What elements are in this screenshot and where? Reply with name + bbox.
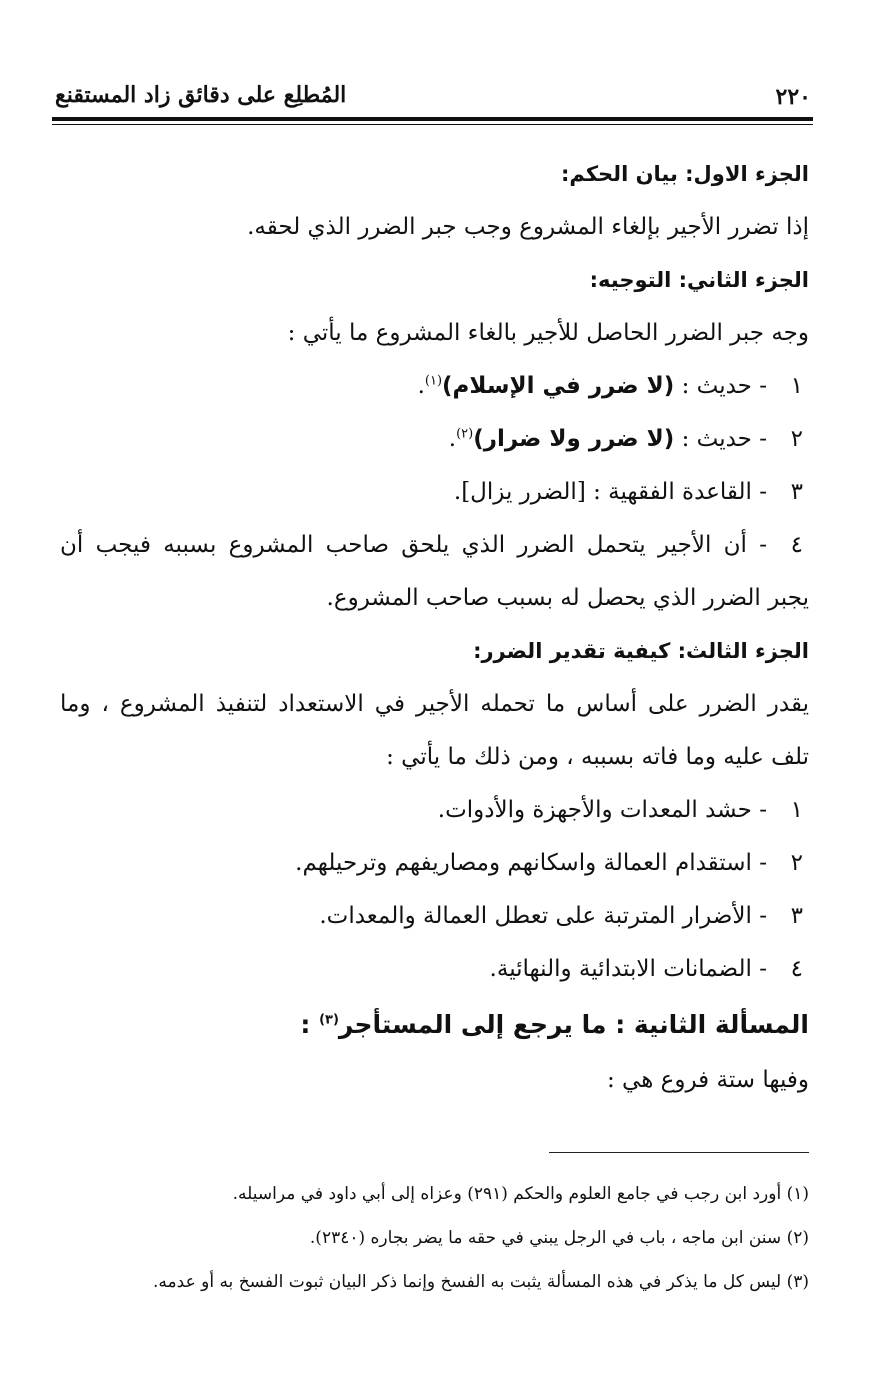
reason-item-1: ١- حديث : (لا ضرر في الإسلام)$^{(١)}$. xyxy=(60,360,809,413)
footnote-2: (٢) سنن ابن ماجه ، باب في الرجل يبني في حقه ما يضر بجاره (٢٣٤٠). xyxy=(309,1228,809,1248)
footnote-ref[interactable]: (١) xyxy=(424,373,443,389)
part3-line-2: تلف عليه وما فاته بسببه ، ومن ذلك ما يأتي : xyxy=(386,744,809,770)
reason-text: القاعدة الفقهية : [الضرر يزال]. xyxy=(453,479,752,505)
part2-heading: الجزء الثاني: التوجيه: xyxy=(589,268,809,292)
cost-number: ٤ xyxy=(790,956,803,982)
book-title: المُطلِع على دقائق زاد المستقنع xyxy=(55,82,347,108)
reason-number: ١ xyxy=(790,373,803,399)
cost-text: الأضرار المترتبة على تعطل العمالة والمعدات. xyxy=(319,903,752,929)
part1-heading: الجزء الاول: بيان الحكم: xyxy=(560,162,809,186)
reason-number: ٢ xyxy=(790,426,803,452)
issue2-text: وفيها ستة فروع هي : xyxy=(606,1067,809,1093)
reason-prefix: حديث : xyxy=(681,426,752,452)
reason-item-2: ٢- حديث : (لا ضرر ولا ضرار)$^{(٢)}$. xyxy=(60,413,809,466)
issue2-heading-end: : xyxy=(300,1010,320,1039)
reason-end: . xyxy=(448,426,457,452)
header-rule-thin xyxy=(52,124,813,125)
part1-text: إذا تضرر الأجير بإلغاء المشروع وجب جبر الضرر الذي لحقه. xyxy=(247,214,809,240)
cost-number: ٣ xyxy=(790,903,803,929)
hadith-quote: (لا ضرر ولا ضرار) xyxy=(473,426,675,452)
footnote-1: (١) أورد ابن رجب في جامع العلوم والحكم (٢٩١) وعزاه إلى أبي داود في مراسيله. xyxy=(232,1184,809,1204)
reason-prefix: حديث : xyxy=(681,373,752,399)
hadith-quote: (لا ضرر في الإسلام) xyxy=(442,373,675,399)
footnotes xyxy=(60,1172,809,1304)
reason-item-4-continued: يجبر الضرر الذي يحصل له بسبب صاحب المشروع. xyxy=(326,585,809,611)
footnote-separator xyxy=(549,1152,809,1153)
part2-intro: وجه جبر الضرر الحاصل للأجير بالغاء المشروع ما يأتي : xyxy=(287,320,809,346)
cost-item-1: ١- حشد المعدات والأجهزة والأدوات. xyxy=(60,784,809,837)
running-header xyxy=(55,78,811,112)
reason-number: ٤ xyxy=(790,532,803,558)
reason-number: ٣ xyxy=(790,479,803,505)
footnote-ref[interactable]: (٣) xyxy=(319,1012,339,1028)
cost-item-4: ٤- الضمانات الابتدائية والنهائية. xyxy=(60,943,809,996)
issue2-heading xyxy=(60,996,809,1054)
page-body xyxy=(60,148,809,1107)
reason-item-3: ٣- القاعدة الفقهية : [الضرر يزال]. xyxy=(60,466,809,519)
cost-item-3: ٣- الأضرار المترتبة على تعطل العمالة والمعدات. xyxy=(60,890,809,943)
page-number: ٢٢٠ xyxy=(775,84,811,110)
cost-text: الضمانات الابتدائية والنهائية. xyxy=(489,956,752,982)
issue2-heading-text: المسألة الثانية : ما يرجع إلى المستأجر xyxy=(338,1010,809,1039)
header-rule-thick xyxy=(52,117,813,121)
cost-number: ٢ xyxy=(790,850,803,876)
footnote-3: (٣) ليس كل ما يذكر في هذه المسألة يثبت به الفسخ وإنما ذكر البيان ثبوت الفسخ به أو عدمه. xyxy=(153,1272,809,1292)
cost-item-2: ٢- استقدام العمالة واسكانهم ومصاريفهم وترحيلهم. xyxy=(60,837,809,890)
cost-number: ١ xyxy=(790,797,803,823)
reason-item-4: ٤- أن الأجير يتحمل الضرر الذي يلحق صاحب المشروع بسببه فيجب أن xyxy=(60,519,809,572)
cost-text: استقدام العمالة واسكانهم ومصاريفهم وترحيلهم. xyxy=(295,850,752,876)
reason-text: أن الأجير يتحمل الضرر الذي يلحق صاحب المشروع بسببه فيجب أن xyxy=(60,532,747,558)
footnote-ref[interactable]: (٢) xyxy=(456,426,474,442)
part3-line-1: يقدر الضرر على أساس ما تحمله الأجير في الاستعداد لتنفيذ المشروع ، وما xyxy=(60,691,809,717)
cost-text: حشد المعدات والأجهزة والأدوات. xyxy=(437,797,752,823)
reason-end: . xyxy=(417,373,425,399)
part3-heading: الجزء الثالث: كيفية تقدير الضرر: xyxy=(473,639,809,663)
